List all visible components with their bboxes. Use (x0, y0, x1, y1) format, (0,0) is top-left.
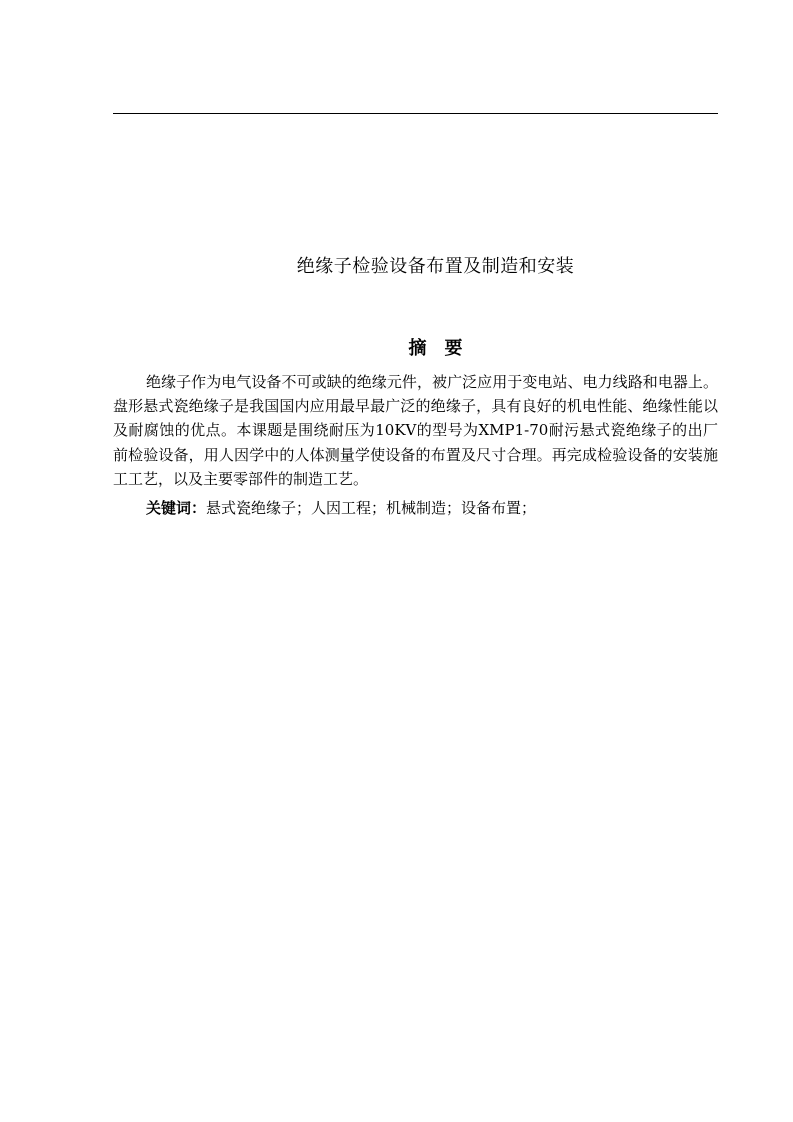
document-title: 绝缘子检验设备布置及制造和安装 (296, 256, 575, 277)
keywords-text: 悬式瓷绝缘子；人因工程；机械制造；设备布置； (206, 499, 537, 517)
header-rule (113, 113, 718, 114)
keywords-label: 关键词： (146, 499, 207, 517)
abstract-paragraph: 绝缘子作为电气设备不可或缺的绝缘元件，被广泛应用于变电站、电力线路和电器上。盘形悬式瓷绝缘子是我国国内应用最早最广泛的绝缘子，具有良好的机电性能、绝缘性能以及耐腐蚀的优点。本课题是围绕耐压为10KV的型号为XMP1-70耐污悬式瓷绝缘子的出厂前检验设备，用人因学中的人体测量学使设备的布置及尺寸合理。再完成检验设备的安装施工工艺，以及主要零部件的制造工艺。 (113, 373, 718, 488)
keywords-line (146, 497, 718, 519)
abstract-heading: 摘 要 (408, 338, 463, 359)
